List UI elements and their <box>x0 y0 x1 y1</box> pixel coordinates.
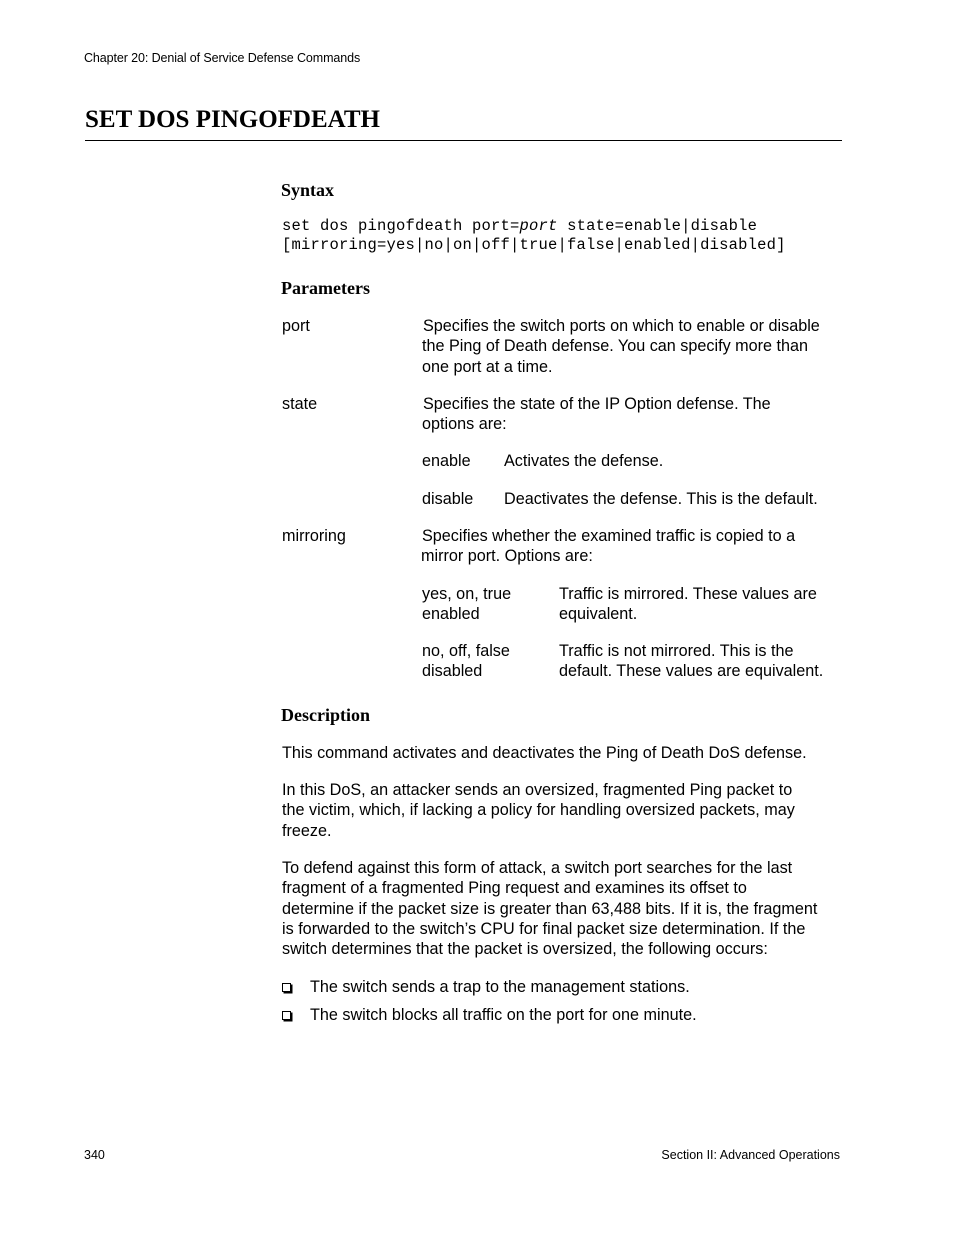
option-value-yes <box>422 584 552 625</box>
checkbox-bullet-icon <box>282 983 291 992</box>
option-value-line: no, off, false <box>422 642 510 660</box>
param-name-port: port <box>282 317 310 335</box>
option-desc-no <box>559 641 849 682</box>
param-name-mirroring: mirroring <box>282 527 346 545</box>
syntax-line-1 <box>282 217 757 235</box>
param-desc-mirroring <box>421 526 851 567</box>
paragraph-line: the victim, which, if lacking a policy for handling oversized packets, may <box>282 801 795 820</box>
option-value-enable: enable <box>422 452 471 470</box>
param-desc-line: Specifies the switch ports on which to enable or disable <box>423 317 820 335</box>
syntax-heading: Syntax <box>281 180 335 200</box>
syntax-text-2: state=enable|disable <box>557 217 758 235</box>
option-desc-yes <box>559 584 849 625</box>
checkbox-bullet-icon <box>282 1011 291 1020</box>
option-desc-line: default. These values are equivalent. <box>559 662 824 681</box>
param-desc-line: mirror port. Options are: <box>421 547 593 566</box>
page-number: 340 <box>84 1148 105 1162</box>
syntax-text-1: set dos pingofdeath port= <box>282 217 520 235</box>
param-desc-line: Specifies the state of the IP Option defense. The <box>423 395 771 413</box>
syntax-port-variable: port <box>519 217 558 235</box>
paragraph-line: To defend against this form of attack, a switch port searches for the last <box>282 859 793 877</box>
option-desc-enable: Activates the defense. <box>504 452 664 470</box>
footer-section: Section II: Advanced Operations <box>661 1148 840 1162</box>
paragraph-line: freeze. <box>282 821 332 840</box>
option-desc-line: equivalent. <box>559 605 638 624</box>
syntax-line-2: [mirroring=yes|no|on|off|true|false|enabled|disabled] <box>282 236 786 254</box>
paragraph-line: is forwarded to the switch’s CPU for final packet size determination. If the <box>282 919 806 938</box>
running-head: Chapter 20: Denial of Service Defense Commands <box>84 51 361 65</box>
option-desc-disable: Deactivates the defense. This is the default. <box>504 490 818 508</box>
option-value-line: enabled <box>422 605 480 624</box>
page-title: SET DOS PINGOFDEATH <box>85 106 380 133</box>
option-value-line: disabled <box>422 662 483 681</box>
paragraph-line: switch determines that the packet is oversized, the following occurs: <box>282 940 768 959</box>
description-paragraph-1 <box>282 743 852 763</box>
option-value-line: yes, on, true <box>422 585 512 603</box>
param-desc-line: the Ping of Death defense. You can specify more than <box>422 337 809 356</box>
paragraph-line: fragment of a fragmented Ping request and examines its offset to <box>282 879 747 898</box>
parameters-heading: Parameters <box>281 278 370 298</box>
param-desc-line: Specifies whether the examined traffic is copied to a <box>422 527 796 545</box>
param-desc-line: options are: <box>422 415 507 434</box>
paragraph-line: determine if the packet size is greater than 63,488 bits. If it is, the fragment <box>282 899 818 918</box>
option-desc-line: Traffic is mirrored. These values are <box>559 585 817 603</box>
bullet-item: The switch sends a trap to the management stations. <box>310 978 690 996</box>
option-desc-line: Traffic is not mirrored. This is the <box>559 642 794 660</box>
description-heading: Description <box>281 705 370 725</box>
option-value-disable: disable <box>422 490 474 508</box>
param-desc-line: one port at a time. <box>422 357 553 376</box>
paragraph-line: In this DoS, an attacker sends an oversized, fragmented Ping packet to <box>282 781 793 799</box>
title-rule <box>85 140 842 141</box>
description-paragraph-2 <box>282 780 852 841</box>
option-value-no <box>422 641 552 682</box>
bullet-item: The switch blocks all traffic on the port for one minute. <box>310 1006 697 1024</box>
param-name-state: state <box>282 395 318 413</box>
paragraph-line: This command activates and deactivates the Ping of Death DoS defense. <box>282 744 807 762</box>
description-paragraph-3 <box>282 858 852 959</box>
param-desc-port <box>422 316 852 377</box>
param-desc-state <box>422 394 852 435</box>
